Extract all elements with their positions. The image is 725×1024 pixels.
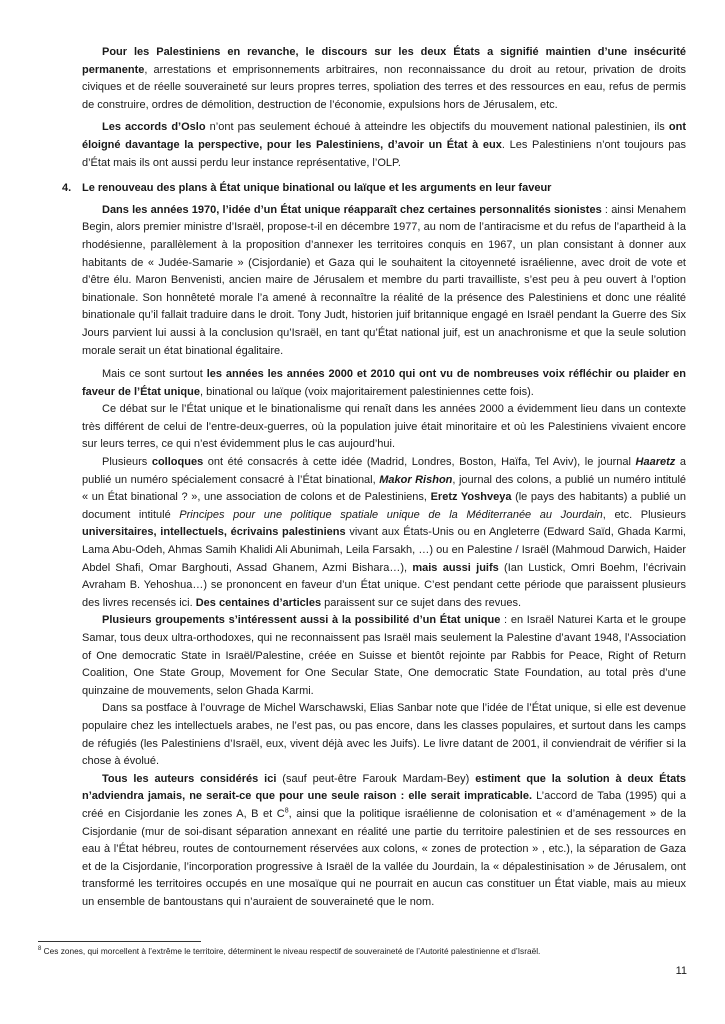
emphasis-text: Plusieurs groupements s’intéressent aussi à la possibilité d’un État unique	[102, 614, 501, 627]
emphasis-text: Pour les Palestiniens en revanche, le discours sur les deux États a signifié maintien d’une insécurité permanente	[82, 46, 686, 76]
emphasis-text: Les accords d’Oslo	[102, 121, 206, 134]
body-text: : ainsi Menahem Begin, alors premier ministre d’Israël, propose-t-il en décembre 1977, au nom de l’antiracisme et du refus de l’apartheid à la rhodésienne, parallèlement à la proposition d’annexer les territoires conquis en 1967, un plan consistant à donner aux habitants de « Judée-Samarie » (Cisjordanie) et Gaza qui le souhaitent la citoyenneté israélienne, avec droit de vote et d’être élu. Maron Benvenisti, ancien maire de Jérusalem et membre du parti travailliste, s’est peu à peu ouvert à l’option binationale. Son honnêteté morale l’a amené à reconnaître la réalité de la présence des Palestiniens et donc une réalité binationale qu’il fallait traduire dans le droit. Tony Judt, historien juif britannique engagé en Israël pendant la Guerre des Six Jours parvient lui aussi à la conclusion qu’Israël, en tant qu’État national juif, est un anachronisme et que la seule solution morale serait un état binational égalitaire.	[82, 203, 686, 357]
paragraph-colloquia	[82, 454, 686, 612]
paragraph-1970s-single-state	[82, 202, 686, 360]
paragraph-sanbar-postface	[82, 700, 686, 770]
body-text: n’ont pas seulement échoué à atteindre les objectifs du mouvement national palestinien, ils	[205, 121, 669, 134]
body-text: vivant aux États-Unis ou en Angleterre (Edward Saïd, Ghada Karmi, Lama Abu-Odeh, Ahmas Samih Khalidi Ali Abunimah, Leila Farsakh, …) ou en Palestine / Israël (Mahmoud Darwich, Haider Abdel Shafi, Omar Barghouti, Assad Ghanem, Azmi Bishara…),	[82, 526, 686, 574]
footnote-divider	[38, 941, 201, 942]
body-text: , etc. Plusieurs	[602, 508, 687, 521]
page-number: 11	[675, 965, 687, 977]
paragraph-oslo-accords	[82, 119, 686, 172]
section-heading	[62, 180, 686, 198]
body-text: a publié un numéro spécialement consacré à l’État binational,	[82, 456, 686, 486]
footnote-text: Ces zones, qui morcellent à l’extrême le territoire, déterminent le niveau respectif de souveraineté de l’Autorité palestinienne et d’Israël.	[41, 946, 541, 956]
emphasis-text: universitaires, intellectuels, écrivains palestiniens	[82, 526, 346, 539]
emphasis-text: mais aussi juifs	[412, 561, 499, 574]
paragraph-debate-context	[82, 401, 686, 454]
document-title: Principes pour une politique spatiale unique de la Méditerranée au Jourdain	[179, 508, 603, 521]
section-number: 4.	[62, 182, 72, 195]
body-text: . Les Palestiniens n’ont toujours pas d’État mais ils ont aussi perdu leur instance représentative, l’OLP.	[82, 138, 686, 169]
footnote-marker: 8	[38, 946, 42, 953]
body-text: (sauf peut-être Farouk Mardam-Bey)	[276, 772, 476, 785]
emphasis-text: estiment que la solution à deux États n’adviendra jamais, ne serait-ce que pour une seule raison : elle serait impraticable.	[82, 772, 687, 803]
footnote-reference[interactable]: 8	[284, 807, 289, 815]
body-text: Dans sa postface à l’ouvrage de Michel Warschawski, Elias Sanbar note que l’idée de l’État unique, si elle est devenue populaire chez les intellectuels arabes, ne l’est pas, ou pas encore, dans les classes populaires, et surtout dans les camps de réfugiés (les Palestiniens d’Israël, eux, vivent déjà avec les Juifs). Le livre datant de 2001, il conviendrait de vérifier si la chose à évolué.	[82, 702, 686, 768]
body-text: Mais ce sont surtout	[102, 368, 207, 381]
journal-title: Makor Rishon	[379, 473, 453, 486]
emphasis-text: ont éloigné davantage la perspective, pour les Palestiniens, d’avoir un État à eux	[82, 121, 686, 151]
body-text: , ainsi que la politique israélienne de colonisation et « d’aménagement » de la Cisjordanie (mur de soi-disant séparation annexant en réalité une partie du territoire palestinien et de ses ressources en eau à l’État hébreu, routes de contournement réservées aux colons, « zones de protection » , etc.), la séparation de Gaza et de la Cisjordanie, l’incorporation progressive à Israël de la vallée du Jourdain, la « dépalestinisation » de Jérusalem, ont transformé les territoires occupés en une mosaïque qui ne pourrait en aucun cas constituer un État viable, mais au mieux un ensemble de bantoustans qui n’auraient de souveraineté que le nom.	[82, 807, 687, 908]
body-text: , journal des colons, a publié un numéro intitulé « un État binational ? », une association de colons et de Palestiniens,	[82, 473, 687, 504]
section-title: Le renouveau des plans à État unique binational ou laïque et les arguments en leur faveur	[82, 182, 552, 195]
emphasis-text: Tous les auteurs considérés ici	[102, 772, 277, 785]
paragraph-palestinian-insecurity	[82, 44, 686, 114]
journal-title: Haaretz	[635, 456, 676, 469]
paragraph-two-state-impracticable	[82, 771, 686, 912]
footnote	[38, 946, 688, 957]
body-text: ont été consacrés à cette idée (Madrid, Londres, Boston, Haïfa, Tel Aviv), le journal	[203, 456, 636, 469]
body-text: : en Israël Naturei Karta et le groupe Samar, tous deux ultra-orthodoxes, qui ne reconnaissent pas Israël mais seulement la Palestine d’avant 1948, l’Association of One democratic State in Israël/Palestine, créée en Suisse et bientôt rejointe par Rabbis for Peace, Right of Return Coalition, One State Group, Movement for One Secular State, One democratic State Foundation, au total près d’une quinzaine de mouvements, selon Ghada Karmi.	[82, 614, 686, 697]
body-text: paraissent sur ce sujet dans des revues.	[321, 596, 522, 609]
body-text: Plusieurs	[102, 456, 152, 469]
body-text: , binational ou laïque (voix majoritairement palestiniennes cette fois).	[199, 385, 534, 398]
emphasis-text: les années les années 2000 et 2010 qui ont vu de nombreuses voix réfléchir ou plaider en faveur de l’État unique	[82, 368, 686, 398]
body-text: Ce débat sur le l’État unique et le binationalisme qui renaît dans les années 2000 a évidemment lieu dans un contexte très différent de celui de l’entre-deux-guerres, où la population juive était minoritaire et où les Palestiniens vivaient encore sur leurs terres, ce qui n’est évidemment plus le cas aujourd’hui.	[82, 403, 686, 451]
paragraph-groups	[82, 612, 686, 700]
emphasis-text: colloques	[151, 456, 204, 469]
emphasis-text: Dans les années 1970, l’idée d’un État unique réapparaît chez certaines personnalités sionistes	[102, 203, 602, 216]
page-body	[62, 44, 687, 912]
body-text: (Ian Lustick, Omri Boehm, l’écrivain Avraham B. Yehoshua…) se prononcent en faveur d’un État unique. C’est pendant cette période que paraissent plusieurs des livres recensés ici.	[82, 561, 686, 609]
paragraph-2000s-voices	[82, 366, 686, 401]
emphasis-text: Eretz Yoshveya	[430, 491, 512, 504]
emphasis-text: Des centaines d’articles	[195, 596, 322, 609]
body-text: (le pays des habitants) a publié un document intitulé	[82, 491, 687, 521]
body-text: , arrestations et emprisonnements arbitraires, non reconnaissance du droit au retour, privation de droits civiques et de réelle souveraineté sur leurs propres terres, spoliation des terres et des ressources en eau, refus de permis de construire, ordres de démolition, destruction de l’économie, expulsions hors de Jérusalem, etc.	[82, 63, 686, 111]
body-text: L’accord de Taba (1995) qui a créé en Cisjordanie les zones A, B et C	[82, 790, 686, 820]
